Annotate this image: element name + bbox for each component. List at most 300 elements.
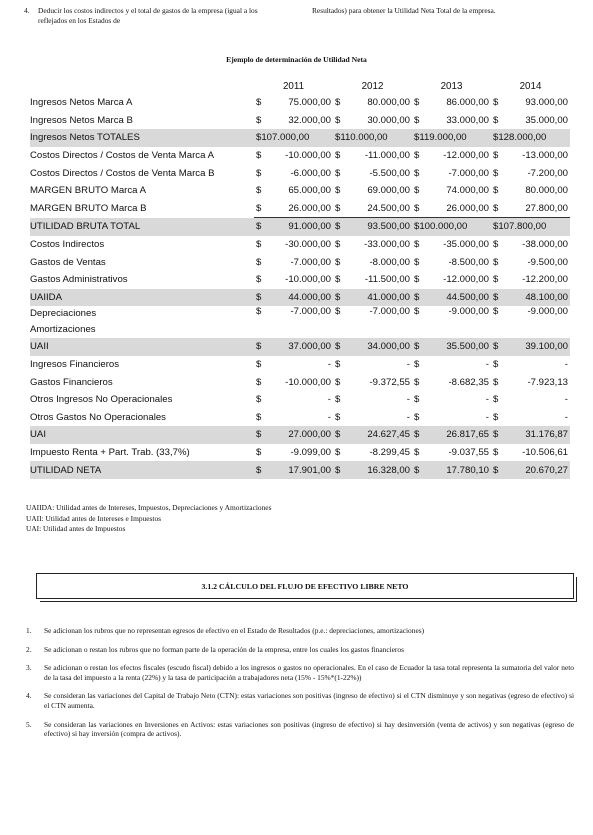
step-number: 4.	[26, 691, 32, 701]
currency-symbol: $	[335, 411, 341, 423]
intro-left-column	[24, 6, 284, 26]
table-header-row	[30, 78, 570, 94]
step-text: Se consideran las variaciones en Inversiones en Activos: estas variaciones son positivas (ingreso de efectivo) si hay desinversión (venta de activos) y son negativas (egreso de efectivo) si hay inversión (compra de activos).	[44, 719, 574, 739]
table-row	[30, 164, 570, 182]
cell-value: -9.000,00	[448, 306, 489, 318]
currency-symbol: $	[256, 274, 262, 286]
currency-symbol: $	[414, 291, 420, 303]
value-cell	[333, 271, 412, 289]
cell-value: -9.037,55	[448, 446, 489, 458]
value-cell	[491, 373, 570, 391]
cell-value: -	[564, 394, 568, 406]
cell-value: -	[406, 359, 410, 371]
currency-symbol: $	[493, 359, 499, 371]
intro-left-text: Deducir los costos indirectos y el total de gastos de la empresa (igual a los reflejados en los Estados de	[38, 6, 258, 25]
cell-value: -7.000,00	[448, 167, 489, 179]
value-cell	[491, 164, 570, 182]
value-cell	[412, 409, 491, 427]
cell-value: -5.500,00	[369, 167, 410, 179]
value-cell	[254, 306, 333, 338]
value-cell	[254, 253, 333, 271]
cell-value: 31.176,87	[525, 429, 568, 441]
row-label-text: Otros Ingresos No Operacionales	[30, 394, 173, 406]
row-label	[30, 200, 254, 218]
currency-symbol: $	[335, 341, 341, 353]
currency-symbol: $	[493, 274, 499, 286]
currency-symbol: $	[256, 429, 262, 441]
cell-value: 48.100,00	[525, 291, 568, 303]
currency-symbol: $	[256, 291, 262, 303]
cell-value: 74.000,00	[446, 185, 489, 197]
cell-value: -8.500,00	[448, 256, 489, 268]
currency-symbol: $	[414, 150, 420, 162]
cell-value: -7.000,00	[369, 306, 410, 318]
currency-symbol: $	[256, 411, 262, 423]
row-label	[30, 391, 254, 409]
value-cell	[491, 236, 570, 254]
currency-symbol: $	[335, 291, 341, 303]
cell-value: -7.000,00	[290, 306, 331, 318]
cell-value: -8.000,00	[369, 256, 410, 268]
cell-value: 24.627,45	[367, 429, 410, 441]
currency-symbol: $	[256, 97, 262, 109]
value-cell	[333, 94, 412, 112]
row-label	[30, 426, 254, 444]
currency-symbol: $	[335, 464, 341, 476]
value-cell	[491, 112, 570, 130]
row-label-text: UAII	[30, 341, 49, 353]
value-cell	[412, 271, 491, 289]
cell-value: 80.000,00	[367, 97, 410, 109]
note-uaiida: UAIIDA: Utilidad antes de Intereses, Impuestos, Depreciaciones y Amortizaciones	[26, 503, 272, 512]
cell-value: -	[406, 394, 410, 406]
cell-value: 44.000,00	[288, 291, 331, 303]
row-label-text: UAI	[30, 429, 46, 441]
cell-value: 33.000,00	[446, 114, 489, 126]
value-cell	[412, 129, 491, 147]
value-cell	[254, 373, 333, 391]
cell-value: 93.000,00	[525, 97, 568, 109]
row-label-text: Impuesto Renta + Part. Trab. (33,7%)	[30, 446, 190, 458]
value-cell	[254, 182, 333, 200]
row-label-text: Gastos Financieros	[30, 376, 113, 388]
value-cell	[491, 271, 570, 289]
step-text: Se consideran las variaciones del Capital de Trabajo Neto (CTN): estas variaciones son positivas (ingreso de efectivo) si el CTN disminuye y son negativas (egreso de efectivo) si el CTN aumenta.	[44, 691, 574, 710]
value-cell	[254, 147, 333, 165]
currency-symbol: $	[335, 446, 341, 458]
cell-value: 24.500,00	[367, 202, 410, 214]
row-label-text: Gastos de Ventas	[30, 256, 106, 268]
table-row	[30, 426, 570, 444]
cell-value: $100.000,00	[414, 221, 468, 233]
value-cell	[254, 271, 333, 289]
table-row	[30, 306, 570, 338]
value-cell	[254, 444, 333, 462]
value-cell	[412, 444, 491, 462]
cell-value: -10.000,00	[285, 376, 331, 388]
list-item	[26, 720, 574, 739]
currency-symbol: $	[493, 411, 499, 423]
cell-value: 75.000,00	[288, 97, 331, 109]
step-text: Se adicionan o restan los rubros que no forman parte de la operación de la empresa, entre los cuales los gastos financieros	[44, 644, 404, 654]
currency-symbol: $	[335, 221, 341, 233]
currency-symbol: $	[414, 341, 420, 353]
currency-symbol: $	[414, 97, 420, 109]
currency-symbol: $	[414, 376, 420, 388]
cell-value: -9.500,00	[527, 256, 568, 268]
cell-value: -13.000,00	[522, 150, 568, 162]
currency-symbol: $	[493, 376, 499, 388]
value-cell	[412, 94, 491, 112]
row-label	[30, 409, 254, 427]
row-label-text: MARGEN BRUTO Marca B	[30, 203, 147, 215]
value-cell	[412, 182, 491, 200]
list-item	[26, 626, 574, 636]
table-row	[30, 200, 570, 218]
table-row	[30, 253, 570, 271]
currency-symbol: $	[493, 114, 499, 126]
value-cell	[491, 253, 570, 271]
cell-value: -	[327, 411, 331, 423]
cell-value: 34.000,00	[367, 341, 410, 353]
value-cell	[254, 112, 333, 130]
cell-value: -11.500,00	[364, 274, 410, 286]
cell-value: 37.000,00	[288, 341, 331, 353]
cell-value: 35.000,00	[525, 114, 568, 126]
header-label-cell	[30, 78, 254, 94]
row-label	[30, 271, 254, 289]
value-cell	[333, 218, 412, 236]
row-label-text: Gastos Administrativos	[30, 274, 128, 286]
row-label	[30, 147, 254, 165]
year-header: 2012	[361, 80, 384, 92]
intro-number: 4.	[24, 6, 30, 15]
table-title: Ejemplo de determinación de Utilidad Neta	[226, 55, 367, 64]
value-cell	[412, 461, 491, 479]
currency-symbol: $	[414, 239, 420, 251]
row-label-text: Depreciaciones	[30, 308, 97, 320]
row-label	[30, 218, 254, 236]
cell-value: -7.200,00	[527, 167, 568, 179]
cell-value: 26.000,00	[446, 202, 489, 214]
value-cell	[333, 338, 412, 356]
step-number: 5.	[26, 719, 32, 729]
row-label-text: Otros Gastos No Operacionales	[30, 411, 166, 423]
cell-value: 93.500,00	[367, 221, 410, 233]
table-row	[30, 271, 570, 289]
step-number: 3.	[26, 663, 32, 673]
row-label	[30, 289, 254, 307]
year-header: 2014	[519, 80, 542, 92]
row-label	[30, 373, 254, 391]
currency-symbol: $	[256, 376, 262, 388]
value-cell	[491, 182, 570, 200]
cell-value: $107.000,00	[256, 132, 310, 144]
currency-symbol: $	[414, 359, 420, 371]
row-label-text: Ingresos Netos TOTALES	[30, 132, 140, 144]
cell-value: 26.000,00	[288, 202, 331, 214]
intro-right-text: Resultados) para obtener la Utilidad Neta Total de la empresa.	[312, 6, 496, 15]
value-cell	[491, 200, 570, 218]
value-cell	[412, 218, 491, 236]
value-cell	[333, 409, 412, 427]
currency-symbol: $	[493, 429, 499, 441]
cell-value: -35.000,00	[443, 239, 489, 251]
currency-symbol: $	[256, 239, 262, 251]
value-cell	[333, 426, 412, 444]
table-row	[30, 461, 570, 479]
value-cell	[254, 461, 333, 479]
value-cell	[254, 218, 333, 236]
currency-symbol: $	[256, 464, 262, 476]
currency-symbol: $	[335, 429, 341, 441]
row-label-text-line2: Amortizaciones	[30, 324, 96, 336]
currency-symbol: $	[493, 239, 499, 251]
cell-value: 17.780,10	[446, 464, 489, 476]
currency-symbol: $	[493, 291, 499, 303]
currency-symbol: $	[493, 446, 499, 458]
cell-value: 69.000,00	[367, 185, 410, 197]
value-cell	[491, 391, 570, 409]
value-cell	[412, 200, 491, 218]
cell-value: -38.000,00	[522, 239, 568, 251]
row-label-text: Costos Directos / Costos de Venta Marca B	[30, 167, 215, 179]
cell-value: -12.200,00	[522, 274, 568, 286]
currency-symbol: $	[493, 256, 499, 268]
currency-symbol: $	[256, 167, 262, 179]
cell-value: $110.000,00	[335, 132, 388, 144]
value-cell	[333, 373, 412, 391]
value-cell	[333, 164, 412, 182]
value-cell	[412, 112, 491, 130]
value-cell	[254, 129, 333, 147]
currency-symbol: $	[256, 150, 262, 162]
row-label	[30, 94, 254, 112]
table-row	[30, 182, 570, 200]
cell-value: -9.000,00	[527, 306, 568, 318]
row-label	[30, 338, 254, 356]
cell-value: -	[485, 411, 489, 423]
value-cell	[491, 306, 570, 338]
table-row	[30, 338, 570, 356]
currency-symbol: $	[256, 306, 262, 318]
currency-symbol: $	[335, 202, 341, 214]
cell-value: -	[485, 359, 489, 371]
currency-symbol: $	[256, 221, 262, 233]
row-label	[30, 356, 254, 374]
row-label	[30, 112, 254, 130]
value-cell	[333, 200, 412, 218]
cell-value: 44.500,00	[446, 291, 489, 303]
cell-value: -10.000,00	[285, 150, 331, 162]
value-cell	[491, 218, 570, 236]
row-label	[30, 253, 254, 271]
currency-symbol: $	[335, 306, 341, 318]
currency-symbol: $	[256, 446, 262, 458]
value-cell	[491, 147, 570, 165]
value-cell	[491, 409, 570, 427]
cell-value: $128.000,00	[493, 132, 547, 144]
value-cell	[412, 426, 491, 444]
row-label-text: UTILIDAD BRUTA TOTAL	[30, 221, 141, 233]
value-cell	[254, 236, 333, 254]
cell-value: 27.800,00	[525, 202, 568, 214]
steps-list	[26, 626, 574, 748]
step-number: 1.	[26, 626, 32, 635]
row-label-text: MARGEN BRUTO Marca A	[30, 185, 147, 197]
cell-value: 17.901,00	[288, 464, 331, 476]
row-label-text: Ingresos Financieros	[30, 359, 120, 371]
cell-value: -7.923,13	[527, 376, 568, 388]
cell-value: 27.000,00	[288, 429, 331, 441]
cell-value: 80.000,00	[525, 185, 568, 197]
cell-value: 16.328,00	[367, 464, 410, 476]
currency-symbol: $	[335, 114, 341, 126]
row-label	[30, 236, 254, 254]
currency-symbol: $	[493, 394, 499, 406]
table-row	[30, 409, 570, 427]
cell-value: -8.299,45	[369, 446, 410, 458]
table-row	[30, 356, 570, 374]
value-cell	[491, 426, 570, 444]
list-item	[26, 663, 574, 682]
value-cell	[254, 409, 333, 427]
cell-value: 91.000,00	[288, 221, 331, 233]
currency-symbol: $	[493, 202, 499, 214]
row-label	[30, 444, 254, 462]
currency-symbol: $	[335, 97, 341, 109]
table-row	[30, 444, 570, 462]
cell-value: -7.000,00	[290, 256, 331, 268]
intro-paragraph	[24, 6, 572, 26]
value-cell	[412, 236, 491, 254]
value-cell	[333, 182, 412, 200]
table-row	[30, 236, 570, 254]
cell-value: -8.682,35	[448, 376, 489, 388]
step-number: 2.	[26, 644, 32, 654]
currency-symbol: $	[256, 394, 262, 406]
cell-value: -33.000,00	[364, 239, 410, 251]
value-cell	[254, 391, 333, 409]
cell-value: 39.100,00	[525, 341, 568, 353]
currency-symbol: $	[414, 306, 420, 318]
section-heading: 3.1.2 CÁLCULO DEL FLUJO DE EFECTIVO LIBRE NETO	[201, 581, 409, 591]
value-cell	[491, 289, 570, 307]
currency-symbol: $	[414, 256, 420, 268]
cell-value: -	[406, 411, 410, 423]
cell-value: -	[327, 359, 331, 371]
currency-symbol: $	[414, 446, 420, 458]
currency-symbol: $	[414, 411, 420, 423]
cell-value: -30.000,00	[285, 239, 331, 251]
currency-symbol: $	[414, 167, 420, 179]
cell-value: 35.500,00	[446, 341, 489, 353]
cell-value: 65.000,00	[288, 185, 331, 197]
currency-symbol: $	[493, 167, 499, 179]
cell-value: -6.000,00	[290, 167, 331, 179]
currency-symbol: $	[335, 150, 341, 162]
currency-symbol: $	[256, 341, 262, 353]
currency-symbol: $	[335, 376, 341, 388]
value-cell	[412, 356, 491, 374]
currency-symbol: $	[335, 167, 341, 179]
cell-value: -	[485, 394, 489, 406]
value-cell	[333, 112, 412, 130]
cell-value: $107.800,00	[493, 221, 547, 233]
row-label	[30, 461, 254, 479]
currency-symbol: $	[256, 114, 262, 126]
value-cell	[254, 200, 333, 218]
row-label	[30, 306, 254, 338]
currency-symbol: $	[256, 359, 262, 371]
abbreviation-notes	[26, 503, 271, 535]
cell-value: -10.000,00	[285, 274, 331, 286]
section-heading-box	[36, 573, 574, 599]
table-row	[30, 218, 570, 236]
cell-value: -12.000,00	[443, 274, 489, 286]
currency-symbol: $	[414, 464, 420, 476]
currency-symbol: $	[335, 274, 341, 286]
section-box-shadow	[40, 577, 577, 602]
currency-symbol: $	[256, 202, 262, 214]
table-row	[30, 289, 570, 307]
currency-symbol: $	[493, 464, 499, 476]
step-text: Se adicionan o restan los efectos fiscales (escudo fiscal) debido a los ingresos o gastos no operacionales. En el caso de Ecuador la tasa total representa la sumatoria del valor neto de la tasa del impuesto a la renta (22%) y la tasa de participación a trabajadores neta (15% - 15%*(1-22%))	[44, 663, 574, 682]
year-header: 2011	[282, 80, 305, 92]
cell-value: -	[564, 359, 568, 371]
currency-symbol: $	[493, 306, 499, 318]
table-row	[30, 147, 570, 165]
cell-value: -10.506,61	[522, 446, 568, 458]
cell-value: -	[564, 411, 568, 423]
row-label-text: UTILIDAD NETA	[30, 464, 102, 476]
currency-symbol: $	[414, 274, 420, 286]
step-text: Se adicionan los rubros que no representan egresos de efectivo en el Estado de Resultados (p.e.: depreciaciones, amortizaciones)	[44, 626, 425, 635]
value-cell	[333, 129, 412, 147]
row-label	[30, 129, 254, 147]
currency-symbol: $	[493, 150, 499, 162]
value-cell	[491, 338, 570, 356]
table-row	[30, 391, 570, 409]
currency-symbol: $	[414, 202, 420, 214]
row-label-text: Costos Indirectos	[30, 239, 105, 251]
table-row	[30, 129, 570, 147]
table-row	[30, 112, 570, 130]
value-cell	[254, 289, 333, 307]
value-cell	[333, 289, 412, 307]
cell-value: -	[327, 394, 331, 406]
value-cell	[333, 461, 412, 479]
value-cell	[333, 147, 412, 165]
cell-value: 32.000,00	[288, 114, 331, 126]
cell-value: -12.000,00	[443, 150, 489, 162]
note-uai: UAI: Utilidad antes de Impuestos	[26, 524, 126, 533]
currency-symbol: $	[414, 394, 420, 406]
value-cell	[333, 444, 412, 462]
value-cell	[412, 338, 491, 356]
cell-value: -9.372,55	[369, 376, 410, 388]
value-cell	[412, 147, 491, 165]
value-cell	[333, 391, 412, 409]
value-cell	[491, 444, 570, 462]
value-cell	[333, 253, 412, 271]
currency-symbol: $	[335, 359, 341, 371]
list-item	[26, 645, 574, 655]
cell-value: $119.000,00	[414, 132, 467, 144]
row-label	[30, 164, 254, 182]
currency-symbol: $	[414, 185, 420, 197]
value-cell	[333, 306, 412, 338]
